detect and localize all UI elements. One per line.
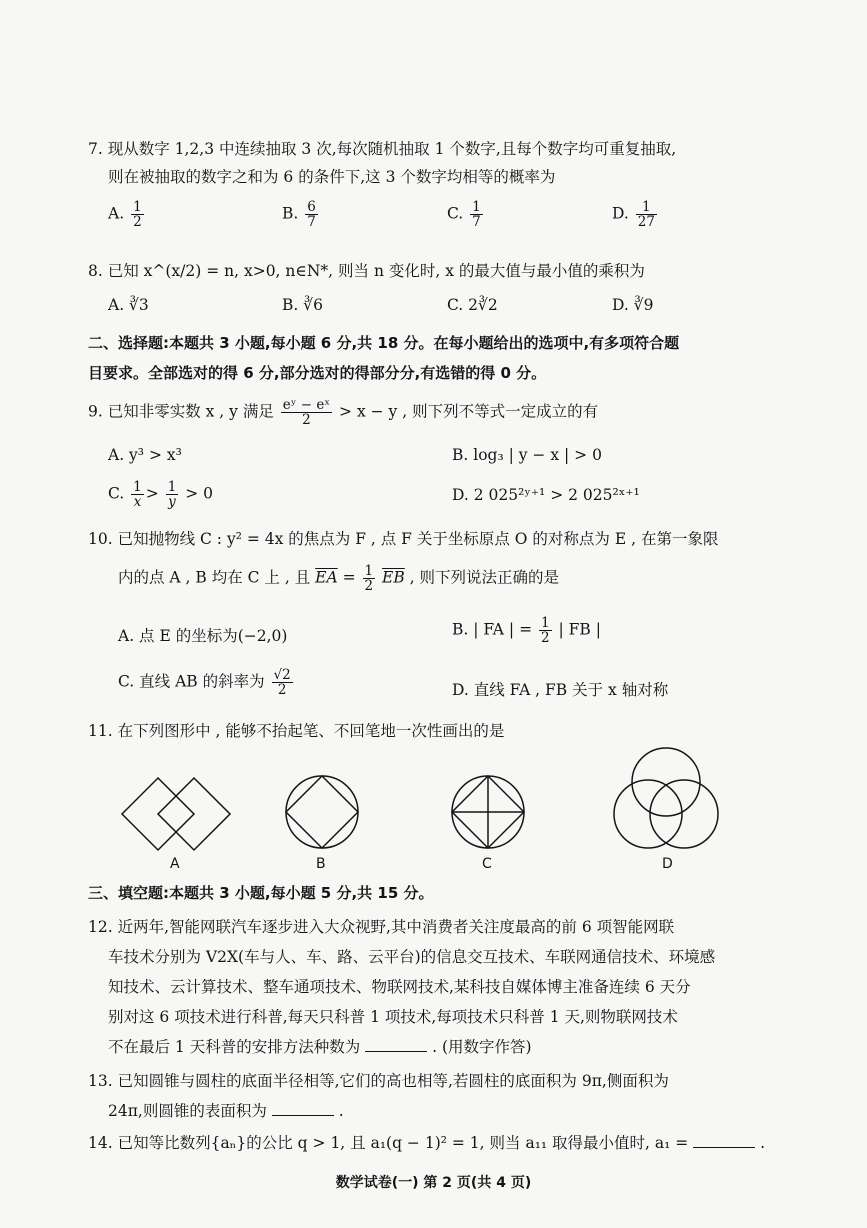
q9-option-c-suffix: > 0 (185, 484, 213, 503)
q9-option-b[interactable]: B. log₃ | y − x | > 0 (452, 446, 602, 464)
q8-option-a[interactable]: A. ∛3 (108, 296, 149, 314)
q10-vector-eb: $\overline{EB}$ (382, 568, 405, 587)
q14-suffix: . (760, 1134, 766, 1152)
q10-option-b-half: $\frac{1}{2}$ (541, 615, 550, 647)
q7-option-c-fraction: $\frac{1}{7}$ (472, 199, 481, 231)
q8-text: 8. 已知 x^(x/2) = n, x>0, n∈N*, 则当 n 变化时, x 的最大值与最小值的乘积为 (88, 262, 645, 280)
q7-option-d[interactable] (612, 200, 659, 229)
q11-label-d: D (662, 856, 673, 872)
section2-line1: 二、选择题:本题共 3 小题,每小题 6 分,共 18 分。在每小题给出的选项中,有多项符合题 (88, 334, 680, 352)
q13-line2 (108, 1102, 344, 1121)
q14-answer-blank[interactable] (693, 1146, 755, 1148)
q11-figure-a[interactable] (118, 770, 238, 860)
q7-line1: 7. 现从数字 1,2,3 中连续抽取 3 次,每次随机抽取 1 个数字,且每个数字均可重复抽取, (88, 140, 677, 158)
q7-option-d-label: D. (612, 204, 629, 223)
q9-option-c-frac2: $\frac{1}{y}$ (167, 479, 177, 511)
q12-line1: 12. 近两年,智能网联汽车逐步进入大众视野,其中消费者关注度最高的前 6 项智能网联 (88, 918, 675, 936)
q11-text: 11. 在下列图形中 , 能够不抬起笔、不回笔地一次性画出的是 (88, 722, 505, 740)
q9-option-c-label: C. (108, 484, 125, 503)
q9-suffix: > x − y , 则下列不等式一定成立的有 (339, 402, 599, 421)
q12-line2: 车技术分别为 V2X(车与人、车、路、云平台)的信息交互技术、车联网通信技术、环境感 (108, 948, 716, 966)
q10-line2: 内的点 A , B 均在 C 上 , 且 $\overline{EA}$ = $\frac{1}{2}$ $\overline{EB}$ , 则下列说法正确的是 (118, 563, 560, 595)
q9-option-c[interactable]: C. $\frac{1}{x}$ > $\frac{1}{y}$ > 0 (108, 479, 213, 511)
q10-option-a[interactable]: A. 点 E 的坐标为(−2,0) (118, 627, 288, 645)
q8-option-b[interactable]: B. ∛6 (282, 296, 323, 314)
q9-stem (88, 398, 598, 427)
q7-option-b[interactable] (282, 200, 320, 229)
q9-option-d[interactable]: D. 2 025²ʸ⁺¹ > 2 025²ˣ⁺¹ (452, 486, 640, 504)
q12-line5-prefix: 不在最后 1 天科普的安排方法种数为 (108, 1038, 361, 1056)
page-footer: 数学试卷(一) 第 2 页(共 4 页) (335, 1175, 532, 1191)
q7-option-d-fraction: $\frac{1}{27}$ (637, 199, 655, 231)
q10-vector-ea: $\overline{EA}$ (315, 568, 338, 587)
q11-figure-b-circle (286, 776, 358, 848)
q7-option-a-fraction: $\frac{1}{2}$ (133, 199, 142, 231)
q7-option-c[interactable] (447, 200, 485, 229)
q12-line5-suffix: . (用数字作答) (432, 1038, 532, 1056)
q7-option-b-fraction: $\frac{6}{7}$ (307, 199, 316, 231)
q12-answer-blank[interactable] (365, 1050, 427, 1052)
q10-option-b[interactable] (452, 616, 601, 645)
q13-line1: 13. 已知圆锥与圆柱的底面半径相等,它们的高也相等,若圆柱的底面积为 9π,侧面积为 (88, 1072, 669, 1090)
q10-line2-prefix: 内的点 A , B 均在 C 上 , 且 (118, 568, 311, 587)
q11-figure-b[interactable] (282, 772, 362, 852)
q9-option-a[interactable]: A. y³ > x³ (108, 446, 182, 464)
q12-line3: 知技术、云计算技术、整车通项技术、物联网技术,某科技自媒体博主准备连续 6 天分 (108, 978, 691, 996)
q11-figure-d-right-circle (650, 780, 718, 848)
q13-line2-prefix: 24π,则圆锥的表面积为 (108, 1102, 267, 1120)
q11-label-c: C (482, 856, 492, 872)
q7-option-a[interactable] (108, 200, 146, 229)
q7-option-b-label: B. (282, 204, 299, 223)
q7-line2: 则在被抽取的数字之和为 6 的条件下,这 3 个数字均相等的概率为 (108, 168, 556, 186)
q12-line5 (108, 1038, 532, 1057)
q11-figure-d-left-circle (614, 780, 682, 848)
q13-line2-suffix: . (338, 1102, 344, 1120)
q11-figure-d[interactable] (610, 744, 722, 856)
q10-option-b-suffix: | FB | (558, 620, 601, 639)
section3-title: 三、填空题:本题共 3 小题,每小题 5 分,共 15 分。 (88, 884, 434, 902)
q10-line1: 10. 已知抛物线 C : y² = 4x 的焦点为 F , 点 F 关于坐标原点 O 的对称点为 E , 在第一象限 (88, 530, 719, 548)
q8-option-c[interactable]: C. 2∛2 (447, 296, 498, 314)
q9-option-c-frac1: $\frac{1}{x}$ (133, 479, 142, 511)
q11-figure-d-top-circle (632, 748, 700, 816)
q11-figure-c[interactable] (448, 772, 528, 852)
q11-label-a: A (170, 856, 180, 872)
q10-option-c-fraction: $\frac{√2}{2}$ (273, 667, 291, 699)
section2-line2: 目要求。全部选对的得 6 分,部分选对的得部分分,有选错的得 0 分。 (88, 364, 547, 382)
q12-line4: 别对这 6 项技术进行科普,每天只科普 1 项技术,每项技术只科普 1 天,则物联网技术 (108, 1008, 678, 1026)
q7-option-a-label: A. (108, 204, 125, 223)
q10-option-b-prefix: B. | FA | = (452, 620, 533, 639)
q14-line (88, 1134, 765, 1153)
q13-answer-blank[interactable] (272, 1114, 334, 1116)
q9-fraction: $\frac{\text{eʸ − eˣ}}{2}$ (282, 397, 331, 429)
q14-prefix: 14. 已知等比数列{aₙ}的公比 q > 1, 且 a₁(q − 1)² = 1, 则当 a₁₁ 取得最小值时, a₁ = (88, 1134, 689, 1152)
q10-line2-suffix: , 则下列说法正确的是 (409, 568, 560, 587)
q9-prefix: 9. 已知非零实数 x , y 满足 (88, 402, 274, 421)
q10-option-c-prefix: C. 直线 AB 的斜率为 (118, 672, 265, 691)
q8-option-d[interactable]: D. ∛9 (612, 296, 654, 314)
q10-option-d[interactable]: D. 直线 FA , FB 关于 x 轴对称 (452, 681, 669, 699)
q10-option-c[interactable] (118, 668, 295, 697)
q7-option-c-label: C. (447, 204, 464, 223)
q11-label-b: B (316, 856, 326, 872)
q10-half: $\frac{1}{2}$ (364, 563, 374, 595)
